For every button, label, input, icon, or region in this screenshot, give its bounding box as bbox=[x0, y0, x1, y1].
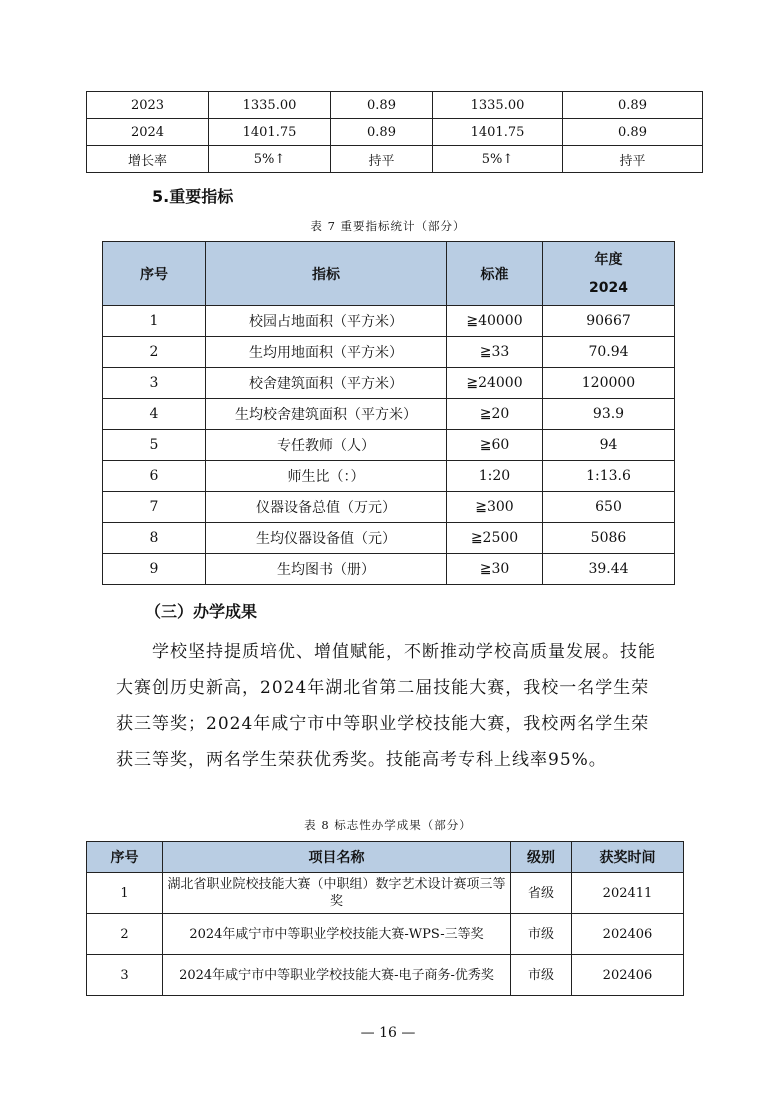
table-cell: 1401.75 bbox=[433, 119, 563, 146]
table-row bbox=[87, 914, 684, 955]
year-value: 2024 bbox=[589, 279, 628, 296]
table-row bbox=[87, 92, 703, 119]
table-cell: 2024 bbox=[87, 119, 209, 146]
cell-no: 6 bbox=[103, 461, 206, 492]
table-row bbox=[103, 430, 675, 461]
cell-value: 1:13.6 bbox=[543, 461, 675, 492]
cell-standard: ≧33 bbox=[447, 337, 543, 368]
cell-indicator: 生均用地面积（平方米） bbox=[206, 337, 447, 368]
cell-no: 5 bbox=[103, 430, 206, 461]
cell-value: 5086 bbox=[543, 523, 675, 554]
cell-value: 39.44 bbox=[543, 554, 675, 585]
cell-time: 202406 bbox=[572, 955, 684, 996]
table-cell: 5%↑ bbox=[209, 146, 331, 173]
cell-standard: ≧24000 bbox=[447, 368, 543, 399]
cell-level: 省级 bbox=[511, 873, 572, 914]
section-heading-achievements: （三）办学成果 bbox=[145, 602, 258, 621]
table-cell: 1335.00 bbox=[209, 92, 331, 119]
cell-name: 2024年咸宁市中等职业学校技能大赛-WPS-三等奖 bbox=[163, 914, 511, 955]
table-cell: 0.89 bbox=[563, 92, 703, 119]
cell-indicator: 专任教师（人） bbox=[206, 430, 447, 461]
growth-table bbox=[86, 91, 703, 173]
table-row bbox=[103, 368, 675, 399]
table-header-row bbox=[87, 842, 684, 873]
table-row bbox=[87, 955, 684, 996]
cell-value: 70.94 bbox=[543, 337, 675, 368]
cell-indicator: 生均校舍建筑面积（平方米） bbox=[206, 399, 447, 430]
achievements-table bbox=[86, 841, 684, 996]
table-cell: 0.89 bbox=[563, 119, 703, 146]
table-cell: 2023 bbox=[87, 92, 209, 119]
achievements-paragraph bbox=[116, 634, 661, 778]
table-row bbox=[103, 461, 675, 492]
cell-standard: ≧2500 bbox=[447, 523, 543, 554]
cell-no: 9 bbox=[103, 554, 206, 585]
col-header-level: 级别 bbox=[511, 842, 572, 873]
cell-name: 湖北省职业院校技能大赛（中职组）数字艺术设计赛项三等奖 bbox=[163, 873, 511, 914]
cell-no: 3 bbox=[87, 955, 163, 996]
cell-value: 94 bbox=[543, 430, 675, 461]
table-cell: 持平 bbox=[563, 146, 703, 173]
cell-standard: ≧20 bbox=[447, 399, 543, 430]
table-row bbox=[87, 119, 703, 146]
table-cell: 1335.00 bbox=[433, 92, 563, 119]
cell-no: 7 bbox=[103, 492, 206, 523]
cell-level: 市级 bbox=[511, 955, 572, 996]
col-header-year bbox=[543, 242, 675, 306]
cell-indicator: 校园占地面积（平方米） bbox=[206, 306, 447, 337]
cell-indicator: 生均图书（册） bbox=[206, 554, 447, 585]
col-header-standard: 标准 bbox=[447, 242, 543, 306]
table-row bbox=[103, 399, 675, 430]
cell-indicator: 师生比（：） bbox=[206, 461, 447, 492]
table-row bbox=[103, 523, 675, 554]
cell-time: 202411 bbox=[572, 873, 684, 914]
cell-no: 3 bbox=[103, 368, 206, 399]
cell-name: 2024年咸宁市中等职业学校技能大赛-电子商务-优秀奖 bbox=[163, 955, 511, 996]
table-cell: 持平 bbox=[331, 146, 433, 173]
cell-value: 93.9 bbox=[543, 399, 675, 430]
table7-caption: 表 7 重要指标统计（部分） bbox=[310, 219, 466, 233]
cell-no: 2 bbox=[103, 337, 206, 368]
cell-value: 90667 bbox=[543, 306, 675, 337]
cell-value: 650 bbox=[543, 492, 675, 523]
cell-standard: ≧40000 bbox=[447, 306, 543, 337]
table-row bbox=[103, 554, 675, 585]
cell-value: 120000 bbox=[543, 368, 675, 399]
section-heading-indicators: 5.重要指标 bbox=[152, 187, 234, 206]
cell-no: 2 bbox=[87, 914, 163, 955]
table-cell: 1401.75 bbox=[209, 119, 331, 146]
cell-standard: ≧60 bbox=[447, 430, 543, 461]
table-cell: 0.89 bbox=[331, 119, 433, 146]
table-cell: 增长率 bbox=[87, 146, 209, 173]
table-row bbox=[87, 146, 703, 173]
cell-no: 8 bbox=[103, 523, 206, 554]
table-row bbox=[103, 492, 675, 523]
cell-indicator: 生均仪器设备值（元） bbox=[206, 523, 447, 554]
table-cell: 5%↑ bbox=[433, 146, 563, 173]
col-header-no: 序号 bbox=[87, 842, 163, 873]
table-cell: 0.89 bbox=[331, 92, 433, 119]
table-header-row bbox=[103, 242, 675, 306]
cell-indicator: 仪器设备总值（万元） bbox=[206, 492, 447, 523]
table-row bbox=[87, 873, 684, 914]
col-header-time: 获奖时间 bbox=[572, 842, 684, 873]
cell-no: 1 bbox=[103, 306, 206, 337]
cell-indicator: 校舍建筑面积（平方米） bbox=[206, 368, 447, 399]
table8-caption: 表 8 标志性办学成果（部分） bbox=[304, 818, 472, 832]
cell-level: 市级 bbox=[511, 914, 572, 955]
cell-no: 4 bbox=[103, 399, 206, 430]
indicators-table bbox=[102, 241, 675, 585]
col-header-no: 序号 bbox=[103, 242, 206, 306]
cell-time: 202406 bbox=[572, 914, 684, 955]
year-label: 年度 bbox=[594, 251, 623, 268]
cell-no: 1 bbox=[87, 873, 163, 914]
table-row bbox=[103, 306, 675, 337]
col-header-name: 项目名称 bbox=[163, 842, 511, 873]
col-header-indicator: 指标 bbox=[206, 242, 447, 306]
cell-standard: ≧30 bbox=[447, 554, 543, 585]
page-number: — 16 — bbox=[360, 1025, 416, 1041]
table-row bbox=[103, 337, 675, 368]
cell-standard: ≧300 bbox=[447, 492, 543, 523]
paragraph-text: 学校坚持提质培优、增值赋能，不断推动学校高质量发展。技能大赛创历史新高，2024年湖北省第二届技能大赛，我校一名学生荣获三等奖；2024年咸宁市中等职业学校技能大赛，我校两名学生荣获三等奖，两名学生荣获优秀奖。技能高考专科上线率95%。 bbox=[116, 642, 656, 770]
cell-standard: 1:20 bbox=[447, 461, 543, 492]
